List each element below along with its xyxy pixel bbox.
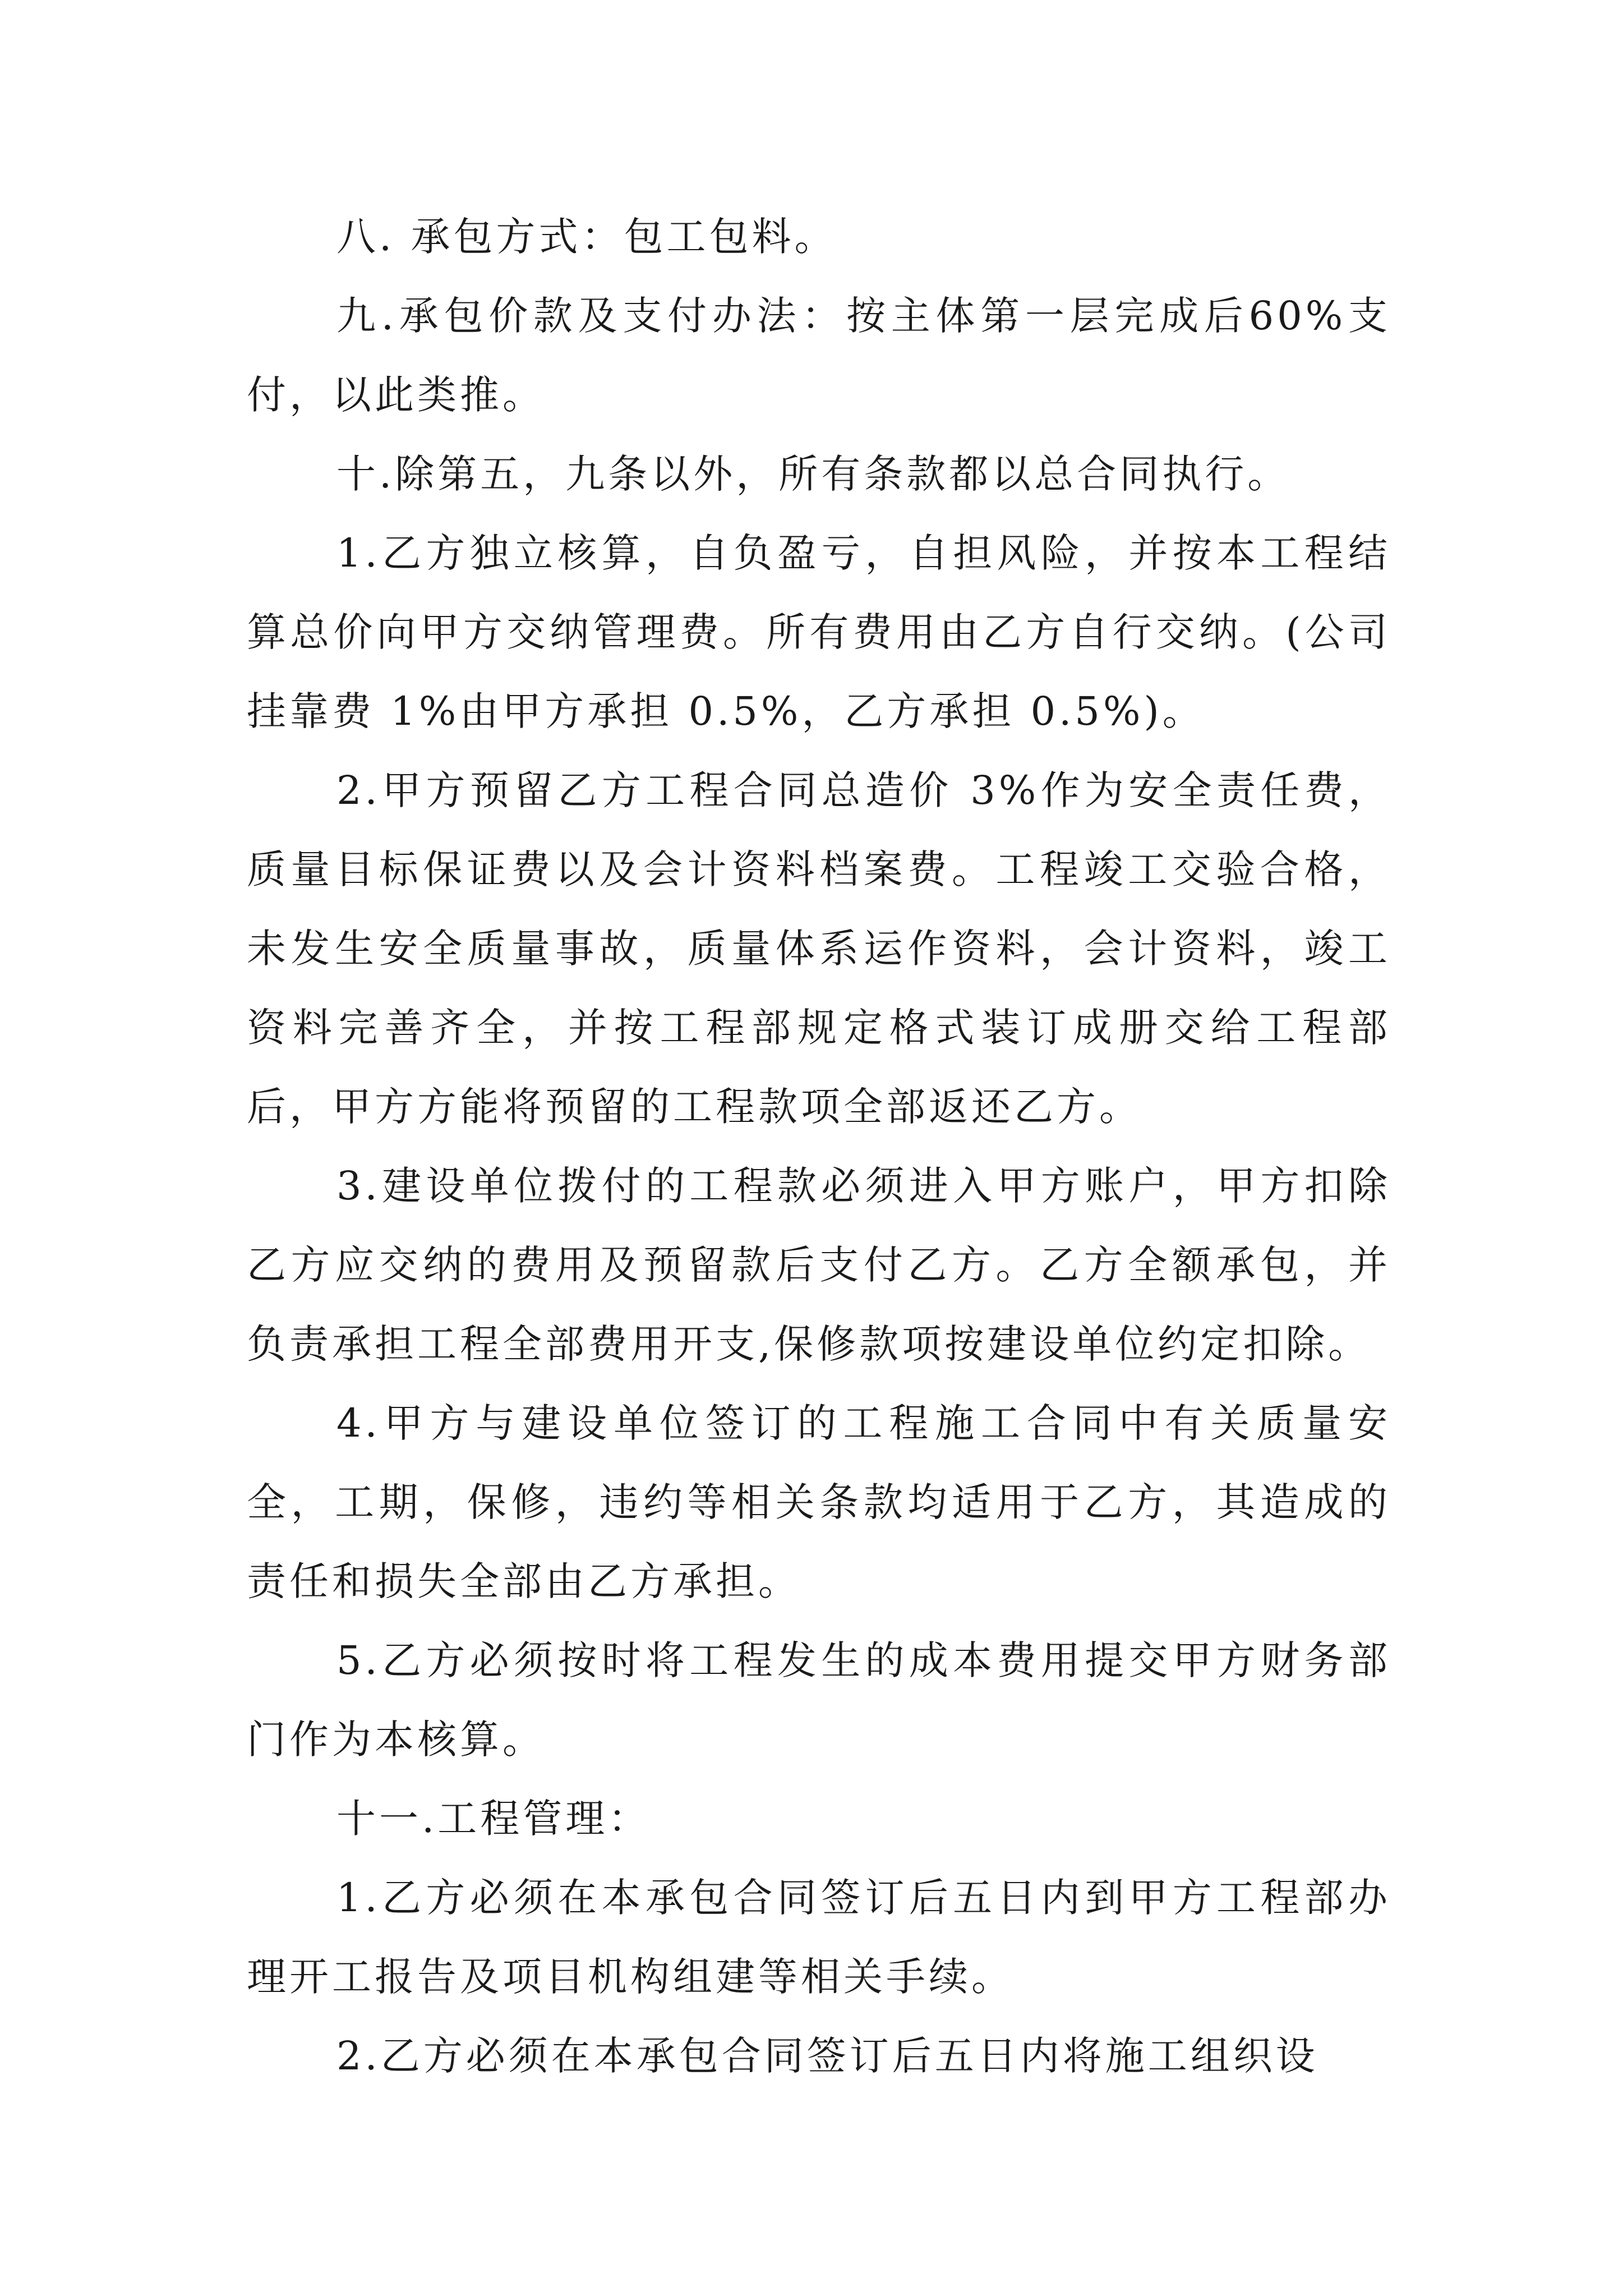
- clause-10-item-4: 4.甲方与建设单位签订的工程施工合同中有关质量安全，工期，保修，违约等相关条款均适用于乙方，其造成的责任和损失全部由乙方承担。: [247, 1400, 1391, 1604]
- clause-8-contract-method: 八. 承包方式：包工包料。: [336, 214, 837, 260]
- clause-11-item-2: 2.乙方必须在本承包合同签订后五日内将施工组织设: [336, 2033, 1318, 2079]
- clause-10-item-2: 2.甲方预留乙方工程合同总造价 3%作为安全责任费，质量目标保证费以及会计资料档案费。工程竣工交验合格，未发生安全质量事故，质量体系运作资料，会计资料，竣工资料完善齐全，并按工程部规定格式装订成册交给工程部后，甲方方能将预留的工程款项全部返还乙方。: [247, 767, 1391, 1130]
- clause-10-item-3: 3.建设单位拨付的工程款必须进入甲方账户，甲方扣除乙方应交纳的费用及预留款后支付乙方。乙方全额承包，并负责承担工程全部费用开支,保修款项按建设单位约定扣除。: [247, 1163, 1391, 1367]
- clause-11-heading: 十一.工程管理：: [336, 1796, 651, 1842]
- clause-11-item-1: 1.乙方必须在本承包合同签订后五日内到甲方工程部办理开工报告及项目机构组建等相关手续。: [247, 1875, 1391, 2000]
- clause-10-item-5: 5.乙方必须按时将工程发生的成本费用提交甲方财务部门作为本核算。: [247, 1637, 1391, 1763]
- document-body: [247, 197, 1391, 2096]
- clause-9-price-payment: 九.承包价款及支付办法：按主体第一层完成后60%支付，以此类推。: [247, 293, 1391, 418]
- clause-10-general: 十.除第五，九条以外，所有条款都以总合同执行。: [336, 451, 1290, 497]
- clause-10-item-1: 1.乙方独立核算，自负盈亏，自担风险，并按本工程结算总价向甲方交纳管理费。所有费用由乙方自行交纳。(公司挂靠费 1%由甲方承担 0.5%，乙方承担 0.5%)。: [247, 530, 1391, 734]
